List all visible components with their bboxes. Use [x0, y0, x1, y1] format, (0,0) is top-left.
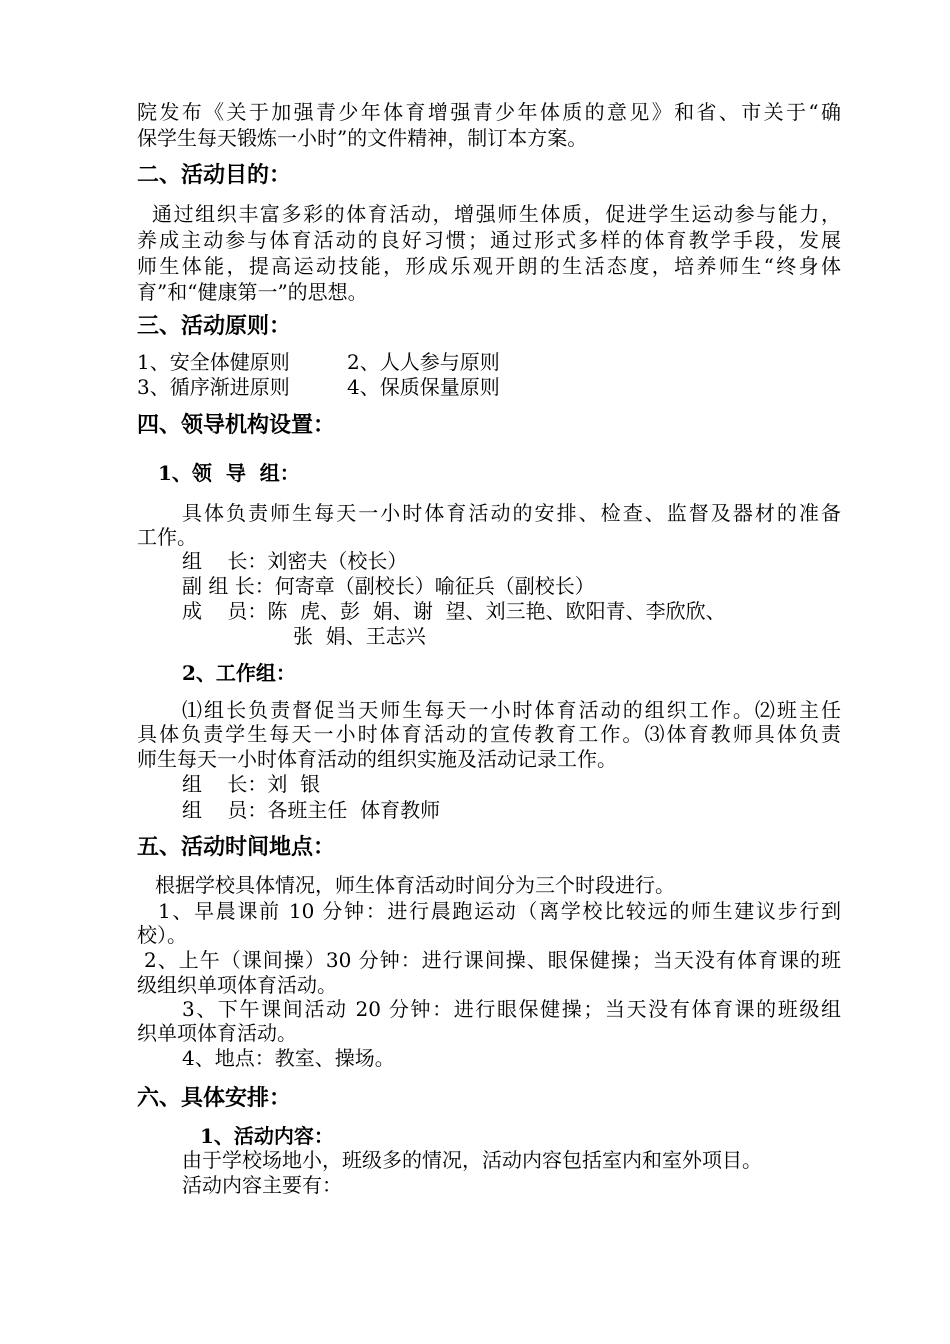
arrangement-line-1: 由于学校场地小，班级多的情况，活动内容包括室内和室外项目。 [182, 1148, 762, 1172]
work-group-members: 组 员：各班主任 体育教师 [182, 798, 441, 822]
principle-2: 2、人人参与原则 [347, 350, 500, 374]
lead-group-leader: 组 长：刘密夫（校长） [182, 549, 408, 573]
time-item-3-line-1: 3、下午课间活动 20 分钟：进行眼保健操；当天没有体育课的班级组 [182, 997, 841, 1021]
lead-group-desc-2: 工作。 [137, 525, 197, 549]
work-group-leader: 组 长：刘 银 [182, 772, 321, 796]
work-group-desc-2: 具体负责学生每天一小时体育活动的宣传教育工作。⑶体育教师具体负责 [137, 722, 841, 746]
section-heading-time-place: 五、活动时间地点： [137, 834, 336, 860]
time-item-1-line-2: 校）。 [137, 923, 187, 947]
time-item-3-line-2: 织单项体育活动。 [137, 1021, 297, 1045]
arrangement-line-2: 活动内容主要有： [182, 1173, 342, 1197]
subheading-work-group: 2、工作组： [182, 661, 296, 685]
section-heading-arrangement: 六、具体安排： [137, 1085, 292, 1111]
section-heading-leadership: 四、领导机构设置： [137, 412, 336, 438]
lead-group-members-2: 张 娟、王志兴 [293, 624, 426, 648]
time-intro: 根据学校具体情况，师生体育活动时间分为三个时段进行。 [155, 873, 675, 897]
intro-line-1: 院发布《关于加强青少年体育增强青少年体质的意见》和省、市关于“确 [137, 100, 841, 124]
principle-1: 1、安全体健原则 [137, 350, 290, 374]
section-heading-purpose: 二、活动目的： [137, 162, 292, 188]
lead-group-vice-leader: 副 组 长：何寄章（副校长）喻征兵（副校长） [182, 574, 595, 598]
time-item-4: 4、地点：教室、操场。 [182, 1046, 395, 1070]
subheading-activity-content: 1、活动内容： [200, 1124, 334, 1148]
subheading-lead-group: 1、领 导 组： [158, 461, 300, 485]
purpose-line-3: 师生体能，提高运动技能，形成乐观开朗的生活态度，培养师生“终身体 [137, 254, 841, 278]
section-heading-principles: 三、活动原则： [137, 313, 292, 339]
intro-line-2: 保学生每天锻炼一小时”的文件精神，制订本方案。 [137, 126, 588, 150]
time-item-2-line-1: 2、上午（课间操）30 分钟：进行课间操、眼保健操；当天没有体育课的班 [144, 948, 841, 972]
time-item-2-line-2: 级组织单项体育活动。 [137, 973, 337, 997]
time-item-1-line-1: 1、早晨课前 10 分钟：进行晨跑运动（离学校比较远的师生建议步行到 [158, 899, 841, 923]
lead-group-desc-1: 具体负责师生每天一小时体育活动的安排、检查、监督及器材的准备 [182, 501, 841, 525]
purpose-line-2: 养成主动参与体育活动的良好习惯；通过形式多样的体育教学手段，发展 [137, 228, 841, 252]
principle-4: 4、保质保量原则 [347, 375, 500, 399]
purpose-line-4: 育”和“健康第一”的思想。 [137, 280, 368, 304]
work-group-desc-1: ⑴组长负责督促当天师生每天一小时体育活动的组织工作。⑵班主任 [182, 698, 841, 722]
principle-3: 3、循序渐进原则 [137, 375, 290, 399]
lead-group-members-1: 成 员：陈 虎、彭 娟、谢 望、刘三艳、欧阳青、李欣欣、 [182, 599, 726, 623]
work-group-desc-3: 师生每天一小时体育活动的组织实施及活动记录工作。 [137, 747, 617, 771]
purpose-line-1: 通过组织丰富多彩的体育活动，增强师生体质，促进学生运动参与能力， [152, 202, 841, 226]
